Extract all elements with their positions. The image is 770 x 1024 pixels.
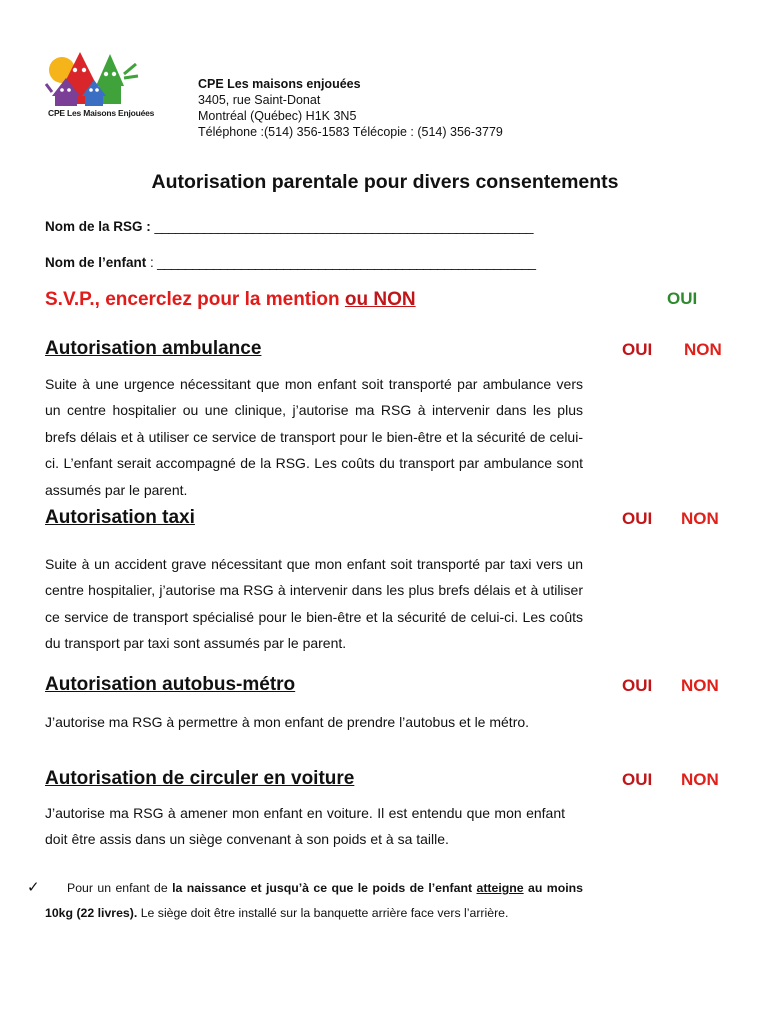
- child-name-line[interactable]: ______________________________________________________: [157, 255, 536, 270]
- rsg-name-field[interactable]: [45, 219, 533, 234]
- cpe-logo: [44, 44, 155, 124]
- note-underlined: atteigne: [476, 881, 524, 895]
- car-seat-note: [45, 876, 583, 926]
- ambulance-non-option[interactable]: NON: [684, 340, 722, 359]
- note-rest: Le siège doit être installé sur la banquette arrière face vers l’arrière.: [140, 906, 509, 920]
- taxi-non-option[interactable]: NON: [681, 509, 719, 528]
- organization-block: [198, 76, 503, 140]
- organization-name: CPE Les maisons enjouées: [198, 77, 361, 91]
- instruction-suffix: ou NON: [344, 289, 416, 310]
- car-oui-option[interactable]: OUI: [622, 770, 653, 789]
- section-taxi-title: Autorisation taxi: [45, 507, 195, 528]
- bus-metro-non-option[interactable]: NON: [681, 676, 719, 695]
- organization-city: Montréal (Québec) H1K 3N5: [198, 109, 357, 123]
- section-ambulance-title: Autorisation ambulance: [45, 338, 262, 359]
- logo-caption: CPE Les Maisons Enjouées: [48, 108, 155, 118]
- note-bold-2: au moins 10kg (22 livres).: [45, 881, 584, 920]
- note-bold-1: la naissance et jusqu’à ce que le poids de l’enfant: [172, 881, 473, 895]
- section-ambulance-text: Suite à une urgence nécessitant que mon enfant soit transporté par ambulance vers un centre hospitalier ou une clinique, j’autorise ma RSG à intervenir dans les plus brefs délais et à utiliser ce service de transport pour le bien-être et la sécurité de celui-ci. L’enfant serait accompagné de la RSG. Les coûts du transport par ambulance sont assumés par le parent.: [45, 376, 583, 498]
- child-name-field[interactable]: [45, 255, 536, 270]
- ambulance-oui-option[interactable]: OUI: [622, 340, 653, 359]
- organization-phone: Téléphone :(514) 356-1583 Télécopie : (514) 356-3779: [198, 125, 503, 139]
- rsg-name-line[interactable]: ______________________________________________________: [154, 219, 533, 234]
- taxi-oui-option[interactable]: OUI: [622, 509, 653, 528]
- child-name-label: Nom de l’enfant: [45, 255, 147, 270]
- rsg-name-label: Nom de la RSG :: [45, 219, 151, 234]
- section-bus-metro-title: Autorisation autobus-métro: [45, 674, 296, 695]
- instruction-choice: [344, 289, 698, 310]
- bus-metro-oui-option[interactable]: OUI: [622, 676, 653, 695]
- car-non-option[interactable]: NON: [681, 770, 719, 789]
- section-bus-metro-text: J’autorise ma RSG à permettre à mon enfant de prendre l’autobus et le métro.: [45, 714, 530, 730]
- instruction-oui: OUI: [667, 289, 698, 308]
- note-lead: Pour un enfant de: [67, 881, 168, 895]
- page-title: Autorisation parentale pour divers consentements: [151, 171, 619, 193]
- circle-instruction: [45, 289, 698, 311]
- section-car-text: J’autorise ma RSG à amener mon enfant en voiture. Il est entendu que mon enfant doit être assis dans un siège convenant à son poids et à sa taille.: [45, 805, 565, 848]
- child-name-colon: :: [150, 255, 154, 270]
- section-car-title: Autorisation de circuler en voiture: [45, 768, 355, 789]
- instruction-prefix: S.V.P., encerclez pour la mention: [45, 289, 340, 310]
- checkmark-icon: ✓: [27, 879, 40, 896]
- section-taxi-text: Suite à un accident grave nécessitant que mon enfant soit transporté par taxi vers un centre hospitalier, j’autorise ma RSG à intervenir dans les plus brefs délais et à utiliser ce service de transport spécialisé pour le bien-être et la sécurité de celui-ci. Les coûts du transport par taxi sont assumés par le parent.: [45, 556, 583, 652]
- organization-address: 3405, rue Saint-Donat: [198, 93, 321, 107]
